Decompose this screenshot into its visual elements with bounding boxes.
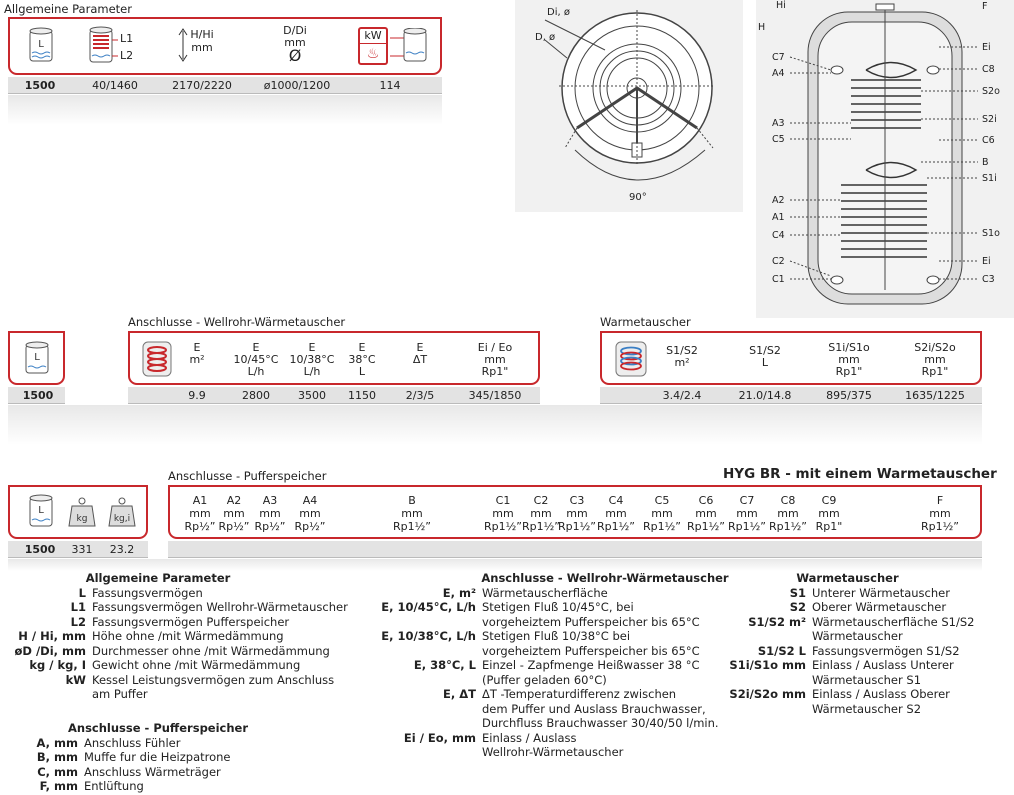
l1-label: L1 (120, 32, 134, 45)
legend-buffer (8, 721, 368, 794)
buffer-col-unit: mm (189, 507, 211, 520)
corr-col3-t: 10/38°C (289, 353, 335, 366)
corr-col1-u: m² (189, 353, 205, 366)
legend-general-rows (8, 586, 368, 702)
volume-cylinder-icon (29, 27, 53, 65)
corr-col4-u: L (358, 365, 366, 378)
corr-col6-u: mm (484, 353, 506, 366)
side-left-label-2: C7 (772, 52, 785, 63)
legend-row (380, 600, 770, 615)
legend-row (720, 615, 1010, 630)
legend-key: S1i/S1o mm (729, 658, 806, 672)
legend-row (720, 687, 1010, 702)
legend-row (8, 586, 368, 601)
corr-col2-u: L/h (247, 365, 265, 378)
legend-value: Fassungsvermögen (92, 585, 203, 600)
legend-value: (Puffer geladen 60°C) (482, 672, 607, 687)
legend-row (720, 586, 1010, 601)
buffer-connections-title: Anschlusse - Pufferspeicher (168, 469, 327, 483)
inner-diameter-label: Di, ø (547, 7, 570, 18)
legend-key (8, 687, 92, 702)
buffer-col-unit: mm (223, 507, 245, 520)
buffer-col-unit: mm (492, 507, 514, 520)
section2-volume-icon (25, 341, 49, 377)
buffer-col-unit: mm (818, 507, 840, 520)
side-left-label-1: H (758, 22, 766, 33)
legend-value: Wärmetauscher S1 (812, 672, 922, 687)
corrugated-coil-icon (142, 341, 172, 377)
legend-corrugated-rows (380, 586, 770, 760)
legend-key: E, ΔT (443, 687, 476, 701)
legend-row (380, 586, 770, 601)
side-right-label-6: B (982, 157, 989, 168)
legend-value: vorgeheiztem Pufferspeicher bis 65°C (482, 643, 700, 658)
hx-col3-h: S1i/S1o (828, 341, 870, 354)
corr-val-1: 9.9 (188, 389, 206, 402)
side-left-label-5: C5 (772, 134, 785, 145)
legend-value: Fassungsvermögen S1/S2 (812, 643, 960, 658)
buffer-left-value-weight: 331 (71, 543, 93, 556)
legend-value: Unterer Wärmetauscher (812, 585, 950, 600)
hx-val-2: 21.0/14.8 (738, 389, 792, 402)
hx-col1-u: m² (674, 356, 690, 369)
legend-row (380, 702, 770, 717)
side-left-label-9: C2 (772, 256, 785, 267)
legend-row (8, 736, 368, 751)
legend-general-title: Allgemeine Parameter (85, 571, 231, 585)
legend-row (8, 779, 368, 794)
legend-row (8, 765, 368, 780)
buffer-col-thread: Rp½” (254, 520, 286, 533)
legend-value: Kessel Leistungsvermögen zum Anschluss (92, 672, 335, 687)
angle-label: 90° (629, 192, 647, 203)
section2-left-value: 1500 (22, 389, 54, 402)
buffer-col-thread: Rp1" (815, 520, 843, 533)
legend-exchanger (720, 571, 1010, 716)
buffer-col-header: C8 (780, 494, 796, 507)
weight-icon (68, 496, 96, 528)
side-right-label-1: Ei (982, 42, 991, 53)
section23-shadow (8, 405, 982, 445)
corr-val-6: 345/1850 (468, 389, 522, 402)
buffer-col-thread: Rp1½” (728, 520, 766, 533)
flame-icon: ♨ (366, 46, 380, 62)
buffer-col-unit: mm (299, 507, 321, 520)
legend-key: øD /Di, mm (14, 643, 86, 658)
general-value-volume: 1500 (24, 79, 56, 92)
legend-row (380, 615, 770, 630)
buffer-col-header: A4 (302, 494, 318, 507)
general-value-height: 2170/2220 (172, 79, 232, 92)
buffer-col-thread: Rp1½” (921, 520, 959, 533)
legend-value: Entlüftung (84, 779, 144, 793)
legend-key (380, 716, 482, 731)
general-value-l1l2: 40/1460 (92, 79, 138, 92)
corr-col5-u: ΔT (412, 353, 428, 366)
legend-value: Wärmetauscher (812, 629, 903, 643)
legend-key: E, 38°C, L (413, 658, 476, 672)
hx-val-3: 895/375 (826, 389, 872, 402)
buffer-icon-label: L (38, 505, 44, 516)
side-right-label-5: C6 (982, 135, 995, 146)
legend-row (380, 687, 770, 702)
outer-diameter-label: D, ø (535, 32, 556, 43)
svg-text:L: L (34, 352, 40, 363)
legend-corrugated-title: Anschlusse - Wellrohr-Wärmetauscher (481, 571, 729, 585)
legend-row (8, 615, 368, 630)
legend-value: Stetigen Fluß 10/45°C, bei (482, 600, 634, 614)
buffer-volume-icon (29, 494, 53, 530)
boiler-power-icon (358, 27, 388, 65)
legend-row (8, 687, 368, 702)
legend-key: L2 (70, 614, 86, 629)
hx-col2-h: S1/S2 (749, 344, 781, 357)
buffer-col-unit: mm (695, 507, 717, 520)
buffer-col-unit: mm (929, 507, 951, 520)
corr-col3-u: L/h (303, 365, 321, 378)
spiral-coil-icon (615, 341, 647, 377)
corr-col2-t: 10/45°C (233, 353, 279, 366)
buffer-col-unit: mm (259, 507, 281, 520)
corr-col4-h: E (358, 341, 366, 354)
height-header: H/Hi (190, 28, 214, 41)
buffer-col-header: B (408, 494, 416, 507)
section4-shadow (8, 559, 982, 571)
tank-side-view-diagram (756, 0, 1014, 318)
side-left-label-3: A4 (772, 68, 785, 79)
legend-key: S1/S2 m² (748, 614, 806, 629)
corr-col5-h: E (416, 341, 424, 354)
buffer-col-header: A2 (226, 494, 242, 507)
legend-key: L1 (70, 600, 86, 614)
buffer-col-unit: mm (566, 507, 588, 520)
legend-value: Einlass / Auslass Unterer (812, 658, 954, 672)
buffer-left-value-volume: 1500 (24, 543, 56, 556)
general-value-diameter: ø1000/1200 (263, 79, 331, 92)
diameter-symbol: Ø (288, 46, 302, 65)
side-left-label-7: A1 (772, 212, 785, 223)
legend-key: F, mm (39, 779, 78, 793)
legend-row (8, 644, 368, 659)
corr-val-4: 1150 (348, 389, 376, 402)
general-value-kw: 114 (379, 79, 401, 92)
legend-value: Oberer Wärmetauscher (812, 600, 947, 614)
legend-key: S2 (789, 600, 806, 614)
buffer-col-thread: Rp1½” (393, 520, 431, 533)
section1-shadow (8, 95, 442, 125)
buffer-col-thread: Rp½” (294, 520, 326, 533)
legend-row (8, 629, 368, 644)
side-left-label-6: A2 (772, 195, 785, 206)
legend-row (8, 600, 368, 615)
hx-val-4: 1635/1225 (905, 389, 965, 402)
height-unit: mm (191, 41, 213, 54)
buffer-col-header: C9 (821, 494, 837, 507)
corr-val-2: 2800 (242, 389, 270, 402)
side-right-label-0: F (982, 1, 988, 12)
legend-key: L (78, 585, 86, 600)
legend-key (720, 629, 812, 644)
legend-general (8, 571, 368, 702)
legend-value: vorgeheiztem Pufferspeicher bis 65°C (482, 614, 700, 629)
legend-row (380, 644, 770, 659)
section4-value-row (168, 541, 982, 558)
buffer-col-thread: Rp1½” (769, 520, 807, 533)
legend-key (720, 702, 812, 717)
legend-row (380, 673, 770, 688)
legend-row (380, 658, 770, 673)
legend-row (8, 750, 368, 765)
legend-key (380, 644, 482, 659)
legend-key: kg / kg, I (29, 658, 86, 672)
legend-value: Durchfluss Brauchwasser 30/40/50 l/min. (482, 716, 719, 730)
hx-col2-u: L (761, 356, 769, 369)
legend-row (720, 702, 1010, 717)
side-right-label-9: Ei (982, 256, 991, 267)
hx-val-1: 3.4/2.4 (662, 389, 702, 402)
legend-value: Anschluss Fühler (84, 735, 181, 750)
diameter-header: D/Di (283, 24, 307, 37)
general-parameters-title: Allgemeine Parameter (4, 2, 132, 16)
legend-value: Einlass / Auslass Oberer (812, 687, 950, 701)
buffer-col-thread: Rp1½” (687, 520, 725, 533)
legend-value: Gewicht ohne /mit Wärmedämmung (92, 658, 301, 672)
diameter-unit: mm (284, 36, 306, 49)
volume-icon-label: L (38, 39, 44, 50)
buffer-col-header: A1 (192, 494, 208, 507)
hx-col1-h: S1/S2 (666, 344, 698, 357)
buffer-col-unit: mm (777, 507, 799, 520)
legend-key: A, mm (36, 735, 78, 750)
tank-top-view-diagram (515, 0, 743, 212)
product-title: HYG BR - mit einem Warmetauscher (723, 466, 997, 482)
legend-value: Stetigen Fluß 10/38°C bei (482, 629, 631, 643)
legend-key (380, 702, 482, 717)
legend-value: Wellrohr-Wärmetauscher (482, 745, 624, 759)
hx-col3-u: mm (838, 353, 860, 366)
buffer-col-thread: Rp½” (184, 520, 216, 533)
legend-row (720, 673, 1010, 688)
heat-exchanger-title: Warmetauscher (600, 315, 691, 329)
buffer-col-header: C7 (739, 494, 755, 507)
corr-col2-h: E (252, 341, 260, 354)
buffer-col-thread: Rp1½” (522, 520, 560, 533)
weight-insulated-icon-label: kg,i (113, 514, 131, 524)
legend-buffer-rows (8, 736, 368, 794)
legend-row (720, 629, 1010, 644)
legend-key (380, 615, 482, 630)
side-left-label-8: C4 (772, 230, 785, 241)
buffer-col-header: C5 (654, 494, 670, 507)
legend-key: S1 (789, 585, 806, 600)
corr-val-3: 3500 (298, 389, 326, 402)
weight-insulated-icon (108, 496, 136, 528)
kw-label: kW (360, 29, 386, 44)
side-right-label-3: S2o (982, 86, 1000, 97)
legend-value: Muffe fur die Heizpatrone (84, 750, 231, 764)
legend-key: S2i/S2o mm (729, 687, 806, 701)
corr-col4-t: 38°C (348, 353, 376, 366)
buffer-col-thread: Rp1½” (484, 520, 522, 533)
legend-corrugated (380, 571, 770, 760)
corr-col6-r: Rp1" (481, 365, 509, 378)
buffer-col-header: C1 (495, 494, 511, 507)
legend-value: Fassungsvermögen Pufferspeicher (92, 614, 290, 629)
corr-col1-h: E (193, 341, 201, 354)
buffer-tank-icon (390, 28, 430, 64)
weight-icon-label: kg (76, 514, 88, 524)
side-left-label-4: A3 (772, 118, 785, 129)
buffer-col-unit: mm (530, 507, 552, 520)
buffer-col-thread: Rp1½” (643, 520, 681, 533)
hx-col4-r: Rp1" (921, 365, 949, 378)
legend-value: Höhe ohne /mit Wärmedämmung (92, 629, 284, 643)
side-right-label-10: C3 (982, 274, 995, 285)
buffer-col-header: A3 (262, 494, 278, 507)
side-left-label-10: C1 (772, 274, 785, 285)
height-arrow-icon (178, 28, 188, 62)
side-right-label-4: S2i (982, 114, 997, 125)
buffer-col-header: C4 (608, 494, 624, 507)
buffer-col-unit: mm (651, 507, 673, 520)
legend-value: Wärmetauscherfläche S1/S2 (812, 614, 975, 629)
corr-col3-h: E (308, 341, 316, 354)
legend-key: C, mm (37, 764, 78, 779)
hx-col4-u: mm (924, 353, 946, 366)
buffer-col-header: C3 (569, 494, 585, 507)
legend-row (380, 716, 770, 731)
legend-row (8, 658, 368, 673)
legend-key (380, 673, 482, 688)
side-right-label-7: S1i (982, 173, 997, 184)
buffer-col-header: C6 (698, 494, 714, 507)
legend-value: Wärmetauscher S2 (812, 701, 922, 716)
legend-row (380, 745, 770, 760)
legend-key: E, m² (442, 585, 476, 600)
legend-row (380, 629, 770, 644)
legend-value: Einlass / Auslass (482, 730, 577, 745)
legend-key: H / Hi, mm (18, 629, 86, 643)
buffer-col-header: C2 (533, 494, 549, 507)
legend-value: Einzel - Zapfmenge Heißwasser 38 °C (482, 658, 700, 672)
buffer-col-thread: Rp½” (218, 520, 250, 533)
legend-key: B, mm (36, 750, 78, 764)
buffer-left-value-weight-insulated: 23.2 (109, 543, 135, 556)
hx-col4-h: S2i/S2o (914, 341, 956, 354)
coil-tank-icon (88, 26, 142, 66)
buffer-col-unit: mm (736, 507, 758, 520)
side-left-label-0: Hi (776, 0, 786, 11)
side-right-label-8: S1o (982, 228, 1000, 239)
corrugated-exchanger-title: Anschlusse - Wellrohr-Wärmetauscher (128, 315, 346, 329)
legend-row (720, 644, 1010, 659)
buffer-col-header: F (936, 494, 944, 507)
buffer-col-thread: Rp1½” (597, 520, 635, 533)
side-right-label-2: C8 (982, 64, 995, 75)
legend-value: dem Puffer und Auslass Brauchwasser, (482, 701, 706, 716)
legend-value: Durchmesser ohne /mit Wärmedämmung (92, 643, 330, 658)
legend-key: S1/S2 L (757, 643, 806, 658)
legend-key: Ei / Eo, mm (403, 730, 476, 745)
legend-value: Fassungsvermögen Wellrohr-Wärmetauscher (92, 600, 348, 614)
legend-key: kW (65, 672, 86, 687)
legend-key (720, 673, 812, 688)
legend-value: Wärmetauscherfläche (482, 585, 608, 600)
buffer-col-unit: mm (401, 507, 423, 520)
legend-exchanger-title: Warmetauscher (796, 571, 899, 585)
l2-label: L2 (120, 49, 134, 62)
buffer-col-thread: Rp1½” (558, 520, 596, 533)
legend-value: ΔT -Temperaturdifferenz zwischen (482, 687, 677, 701)
buffer-col-unit: mm (605, 507, 627, 520)
legend-exchanger-rows (720, 586, 1010, 717)
legend-key (380, 745, 482, 760)
corr-val-5: 2/3/5 (405, 389, 435, 402)
legend-key: E, 10/38°C, L/h (381, 629, 476, 643)
legend-row (720, 658, 1010, 673)
legend-row (8, 673, 368, 688)
legend-key: E, 10/45°C, L/h (381, 600, 476, 614)
legend-row (380, 731, 770, 746)
legend-value: Anschluss Wärmeträger (84, 764, 221, 779)
legend-row (720, 600, 1010, 615)
legend-value: am Puffer (92, 687, 148, 701)
hx-col3-r: Rp1" (835, 365, 863, 378)
corr-col6-h: Ei / Eo (477, 341, 513, 354)
legend-buffer-title: Anschlusse - Pufferspeicher (67, 721, 249, 735)
